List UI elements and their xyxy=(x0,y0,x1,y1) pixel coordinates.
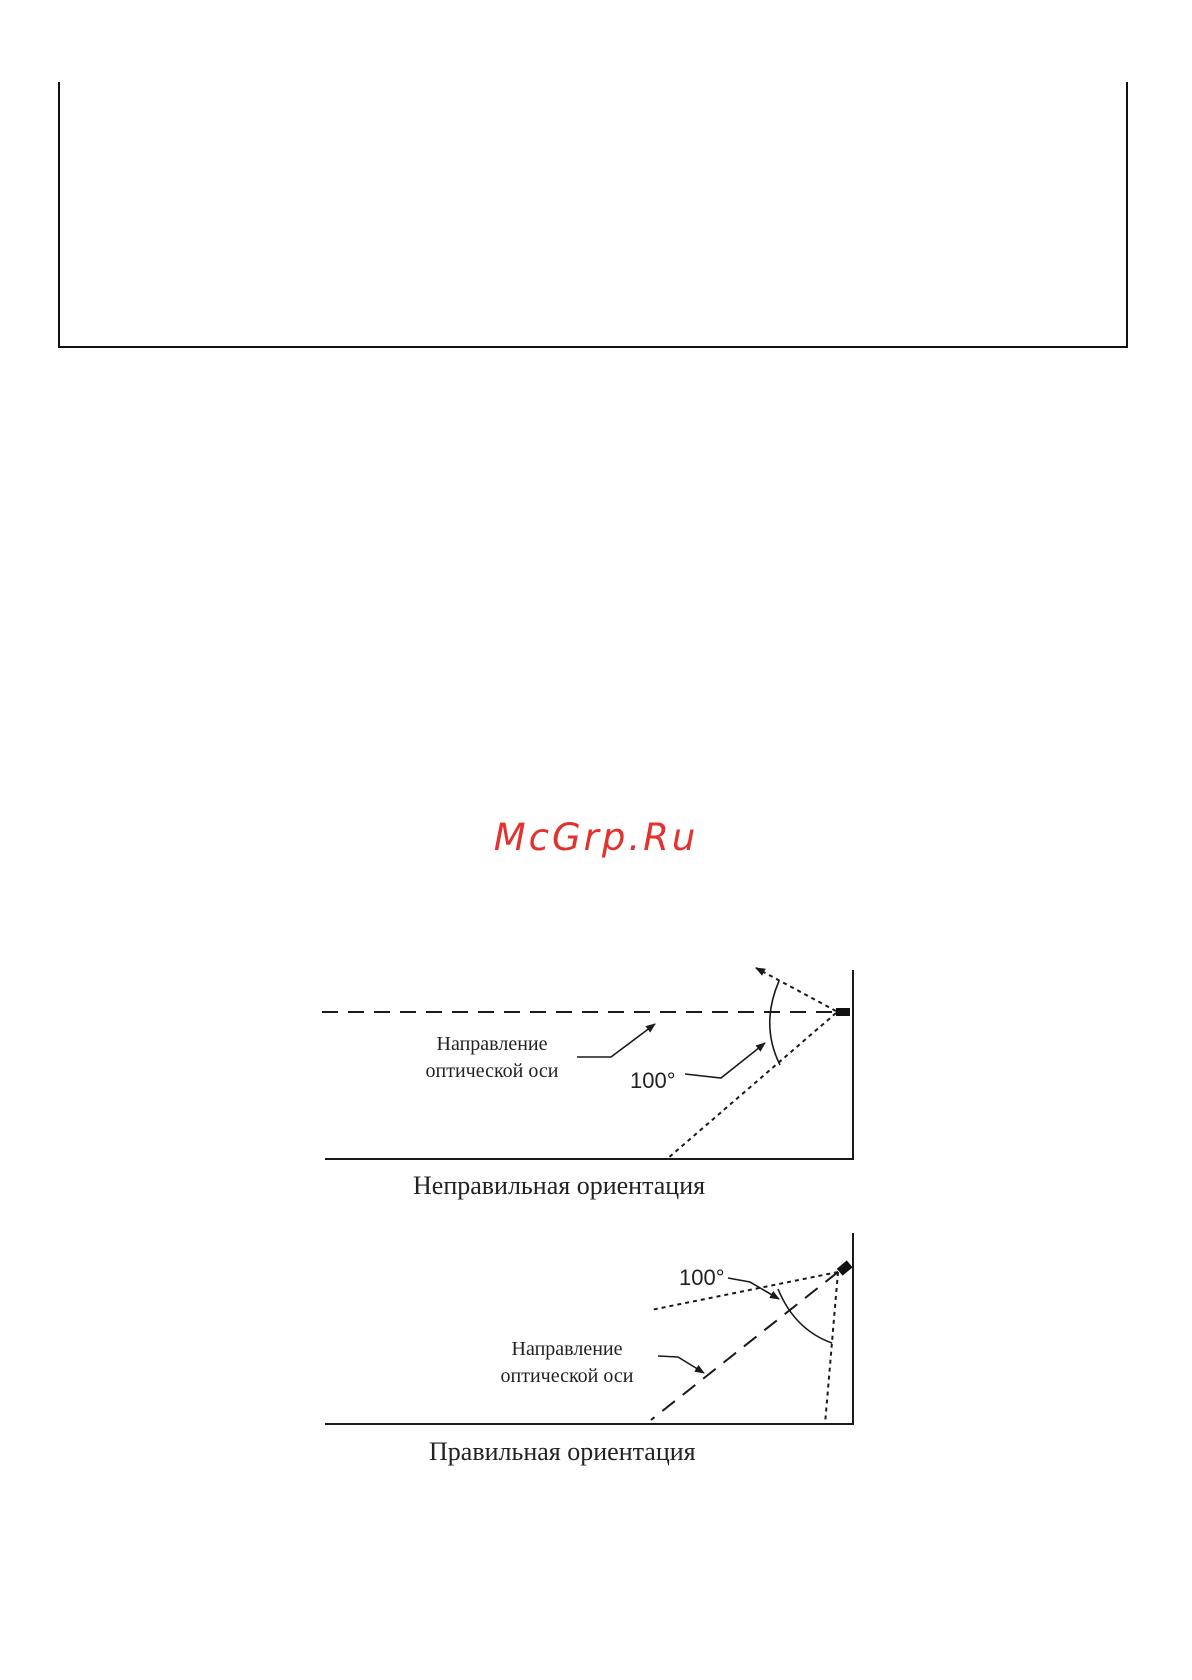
watermark-text: McGrp.Ru xyxy=(493,816,699,859)
axis-label-line1: Направление xyxy=(436,1033,548,1055)
angle-label-leader xyxy=(685,1043,765,1078)
sensor-device xyxy=(836,1008,850,1016)
fov-upper-boundary xyxy=(756,968,836,1011)
sensor-device xyxy=(837,1260,853,1275)
angle-label: 100° xyxy=(630,1068,676,1093)
diagram-caption: Неправильная ориентация xyxy=(413,1171,706,1200)
axis-label-line2: оптической оси xyxy=(425,1060,559,1082)
fov-lower-boundary xyxy=(825,1272,838,1424)
angle-label: 100° xyxy=(679,1265,725,1290)
fov-lower-boundary xyxy=(667,1013,836,1159)
angle-label-leader xyxy=(728,1278,779,1299)
axis-label-leader xyxy=(658,1356,704,1373)
optical-axis-line xyxy=(651,1272,838,1420)
diagram-incorrect-orientation xyxy=(322,968,853,1200)
angle-arc xyxy=(770,981,780,1065)
diagram-caption: Правильная ориентация xyxy=(429,1437,696,1466)
axis-label-line1: Направление xyxy=(511,1338,623,1360)
axis-label-leader xyxy=(577,1024,655,1057)
diagram-correct-orientation xyxy=(325,1233,853,1466)
axis-label-line2: оптической оси xyxy=(500,1365,634,1387)
